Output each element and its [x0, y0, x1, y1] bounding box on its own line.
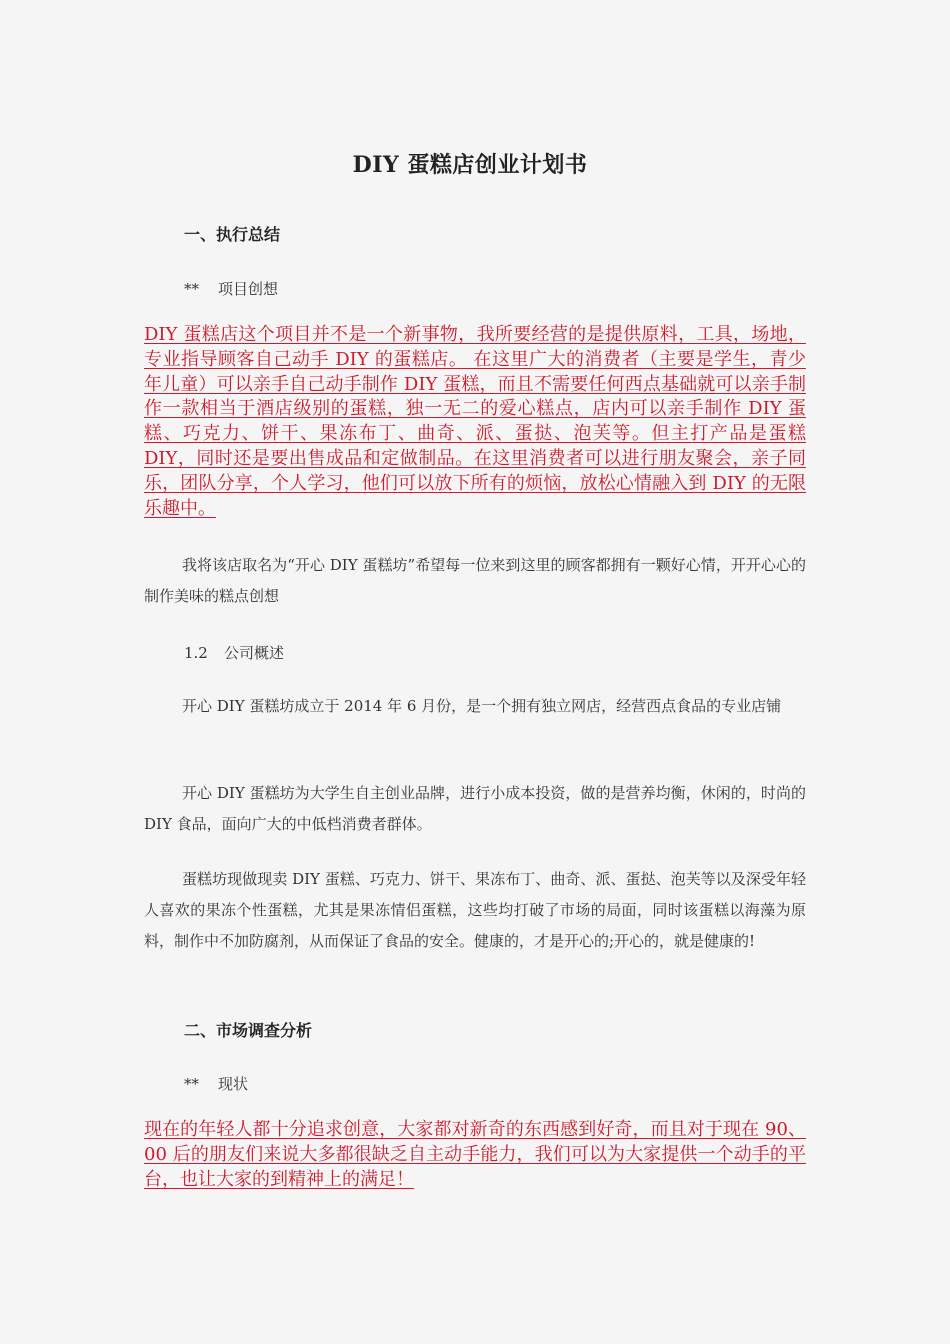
- subheading-current-status: [184, 1073, 248, 1094]
- subheading-label: 公司概述: [224, 644, 285, 662]
- subheading-project-idea: [184, 278, 278, 299]
- subheading-marker: **: [184, 1075, 199, 1093]
- section-heading-market: 二、市场调查分析: [184, 1021, 313, 1040]
- subheading-marker: 1.2: [184, 644, 208, 662]
- document-title: DIY 蛋糕店创业计划书: [352, 152, 588, 178]
- subheading-marker: **: [184, 280, 199, 298]
- highlighted-paragraph-market: [144, 1118, 806, 1192]
- paragraph-overview-brand: 开心 DIY 蛋糕坊为大学生自主创业品牌，进行小成本投资，做的是营养均衡，休闲的，时尚的 DIY 食品，面向广大的中低档消费者群体。: [144, 784, 806, 833]
- paragraph-overview-founding: 开心 DIY 蛋糕坊成立于 2014 年 6 月份，是一个拥有独立网店，经营西点食品的专业店铺: [182, 697, 782, 715]
- subheading-label: 现状: [218, 1075, 249, 1093]
- section-heading-summary: 一、执行总结: [184, 225, 281, 244]
- paragraph-store-name: 我将该店取名为“开心 DIY 蛋糕坊”希望每一位来到这里的顾客都拥有一颗好心情，开开心心的制作美味的糕点创想: [144, 556, 806, 605]
- highlighted-text: DIY 蛋糕店这个项目并不是一个新事物，我所要经营的是提供原料，工具，场地，专业指导顾客自己动手 DIY 的蛋糕店。 在这里广大的消费者（主要是学生，青少年儿童）可以亲手自己动手制作 DIY 蛋糕，而且不需要任何西点基础就可以亲手制作一款相当于酒店级别的蛋糕，独一无二的爱心糕点，店内可以亲手制作 DIY 蛋糕、巧克力、饼干、果冻布丁、曲奇、派、蛋挞、泡芙等。但主打产品是蛋糕 DIY，同时还是要出售成品和定做制品。在这里消费者可以进行朋友聚会，亲子同乐，团队分享，个人学习，他们可以放下所有的烦恼，放松心情融入到 DIY 的无限乐趣中。: [144, 324, 806, 519]
- highlighted-text: 现在的年轻人都十分追求创意，大家都对新奇的东西感到好奇，而且对于现在 90、00 后的朋友们来说大多都很缺乏自主动手能力，我们可以为大家提供一个动手的平台，也让大家的到精神上的满足！: [144, 1119, 806, 1190]
- paragraph-overview-products: 蛋糕坊现做现卖 DIY 蛋糕、巧克力、饼干、果冻布丁、曲奇、派、蛋挞、泡芙等以及深受年轻人喜欢的果冻个性蛋糕，尤其是果冻情侣蛋糕，这些均打破了市场的局面，同时该蛋糕以海藻为原料，制作中不加防腐剂，从而保证了食品的安全。健康的，才是开心的;开心的，就是健康的!: [144, 870, 806, 950]
- highlighted-paragraph-project: [144, 323, 806, 521]
- subheading-company-overview: [184, 642, 284, 663]
- subheading-label: 项目创想: [218, 280, 279, 298]
